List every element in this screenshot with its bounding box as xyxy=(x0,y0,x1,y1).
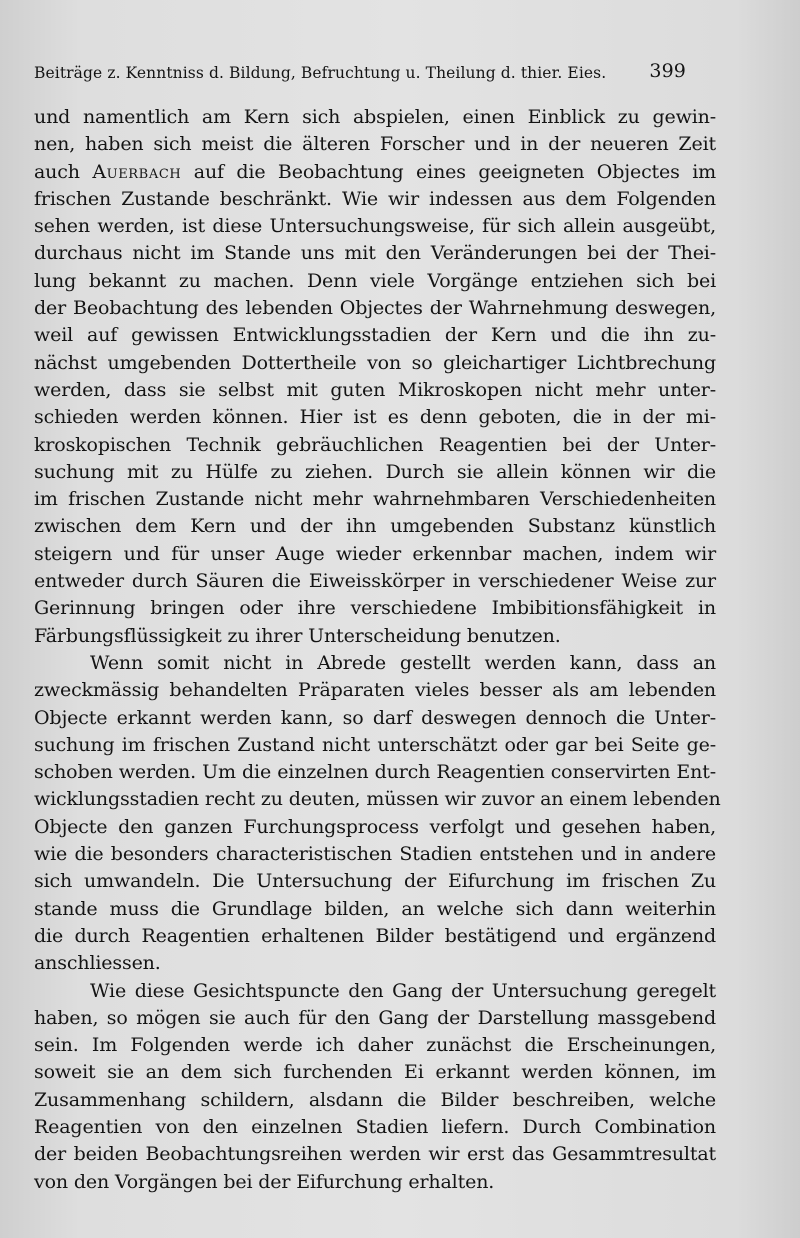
text-line: kroskopischen Technik gebräuchlichen Reagentien bei der Unter- xyxy=(34,433,716,456)
text-line: lung bekannt zu machen. Denn viele Vorgänge entziehen sich bei xyxy=(34,269,716,292)
text-line: durchaus nicht im Stande uns mit den Veränderungen bei der Thei- xyxy=(34,242,716,265)
text-line: Objecte erkannt werden kann, so darf deswegen dennoch die Unter- xyxy=(34,706,716,729)
text-line: nächst umgebenden Dottertheile von so gleichartiger Lichtbrechung xyxy=(34,351,716,374)
paragraph-2 xyxy=(34,650,721,978)
text-line: schoben werden. Um die einzelnen durch Reagentien conservirten Ent- xyxy=(34,761,716,784)
text-line xyxy=(34,159,716,186)
text-line: haben, so mögen sie auch für den Gang der Darstellung massgebend xyxy=(34,1006,716,1029)
text-line: nen, haben sich meist die älteren Forscher und in der neueren Zeit xyxy=(34,133,716,156)
author-name: Auerbach xyxy=(92,160,182,183)
text-line: im frischen Zustande nicht mehr wahrnehmbaren Verschiedenheiten xyxy=(34,488,716,511)
page-number: 399 xyxy=(649,60,686,82)
text-line: werden, dass sie selbst mit guten Mikroskopen nicht mehr unter- xyxy=(34,378,716,401)
text-line: suchung im frischen Zustand nicht unterschätzt oder gar bei Seite ge- xyxy=(34,733,716,756)
text-line: von den Vorgängen bei der Eifurchung erhalten. xyxy=(34,1170,495,1193)
text-line: Objecte den ganzen Furchungsprocess verfolgt und gesehen haben, xyxy=(34,815,716,838)
text-line: der beiden Beobachtungsreihen werden wir erst das Gesammtresultat xyxy=(34,1143,716,1166)
text-line: sich umwandeln. Die Untersuchung der Eifurchung im frischen Zu xyxy=(34,870,716,893)
text-line: der Beobachtung des lebenden Objectes der Wahrnehmung deswegen, xyxy=(34,297,716,320)
text-line: und namentlich am Kern sich abspielen, einen Einblick zu gewin- xyxy=(34,106,716,128)
text-line: die durch Reagentien erhaltenen Bilder bestätigend und ergänzend xyxy=(34,924,716,947)
text-line: Zusammenhang schildern, alsdann die Bilder beschreiben, welche xyxy=(34,1088,716,1111)
running-title: Beiträge z. Kenntniss d. Bildung, Befruchtung u. Theilung d. thier. Eies. xyxy=(34,64,607,82)
text-line: frischen Zustande beschränkt. Wie wir indessen aus dem Folgenden xyxy=(34,187,716,210)
text-line: sehen werden, ist diese Untersuchungsweise, für sich allein ausgeübt, xyxy=(34,215,716,238)
text-line: sein. Im Folgenden werde ich daher zunächst die Erscheinungen, xyxy=(34,1034,716,1057)
text-line: soweit sie an dem sich furchenden Ei erkannt werden können, im xyxy=(34,1061,716,1084)
text-fragment: auch xyxy=(34,160,80,183)
paragraph-1 xyxy=(34,104,716,650)
text-line: weil auf gewissen Entwicklungsstadien der Kern und die ihn zu- xyxy=(34,324,716,347)
text-line: stande muss die Grundlage bilden, an welche sich dann weiterhin xyxy=(34,897,716,920)
paragraph-3 xyxy=(34,978,716,1196)
text-line: suchung mit zu Hülfe zu ziehen. Durch sie allein können wir die xyxy=(34,460,716,483)
text-line: entweder durch Säuren die Eiweisskörper in verschiedener Weise zur xyxy=(34,570,716,593)
text-line: wicklungsstadien recht zu deuten, müssen wir zuvor an einem lebenden xyxy=(34,788,721,811)
text-line: zweckmässig behandelten Präparaten vieles besser als am lebenden xyxy=(34,679,716,702)
text-line: Wenn somit nicht in Abrede gestellt werden kann, dass an xyxy=(90,651,716,674)
text-line: zwischen dem Kern und der ihn umgebenden Substanz künstlich xyxy=(34,515,716,538)
text-line: anschliessen. xyxy=(34,952,161,975)
text-line: Reagentien von den einzelnen Stadien liefern. Durch Combination xyxy=(34,1115,716,1138)
body-text xyxy=(34,104,721,1196)
text-line: schieden werden können. Hier ist es denn geboten, die in der mi- xyxy=(34,406,716,429)
text-line: wie die besonders characteristischen Stadien entstehen und in andere xyxy=(34,843,716,866)
text-line: steigern und für unser Auge wieder erkennbar machen, indem wir xyxy=(34,542,716,565)
text-line: Wie diese Gesichtspuncte den Gang der Untersuchung geregelt xyxy=(90,979,716,1002)
text-line: Gerinnung bringen oder ihre verschiedene Imbibitionsfähigkeit in xyxy=(34,597,716,620)
running-header xyxy=(34,60,686,86)
text-fragment: auf die Beobachtung eines geeigneten Objectes im xyxy=(193,160,717,183)
text-line: Färbungsflüssigkeit zu ihrer Unterscheidung benutzen. xyxy=(34,624,561,647)
